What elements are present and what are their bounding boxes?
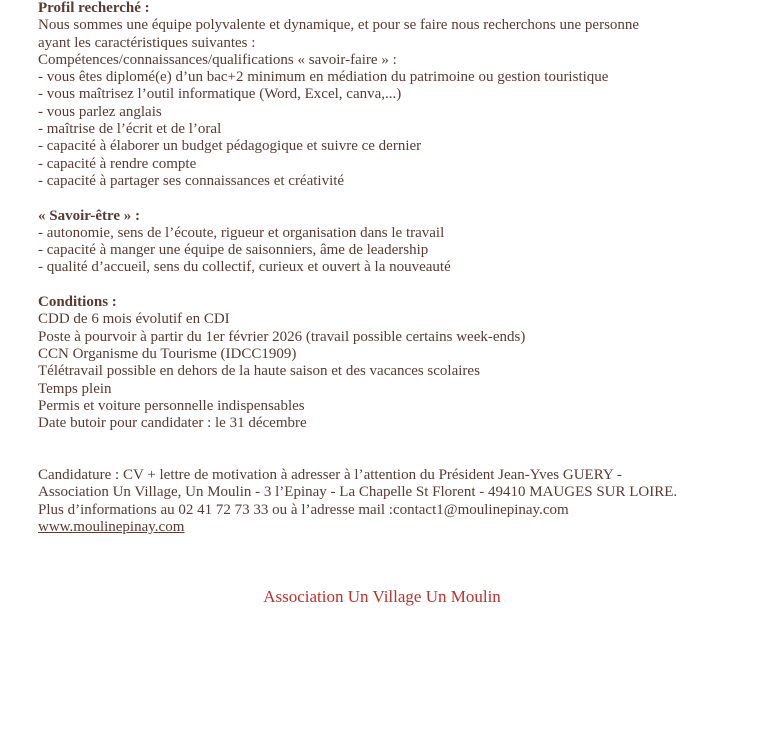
savoir-etre-item: - qualité d’accueil, sens du collectif, curieux et ouvert à la nouveauté bbox=[38, 259, 451, 276]
conditions-heading: Conditions : bbox=[38, 294, 117, 311]
conditions-item: Temps plein bbox=[38, 380, 112, 397]
conditions-item: Permis et voiture personnelle indispensables bbox=[38, 397, 305, 414]
conditions-item: CCN Organisme du Tourisme (IDCC1909) bbox=[38, 345, 297, 362]
savoir-etre-heading: « Savoir-être » : bbox=[38, 207, 141, 224]
candidature-line: Association Un Village, Un Moulin - 3 l’Epinay - La Chapelle St Florent - 49410 MAUGES SUR LOIRE. bbox=[38, 484, 678, 501]
profil-item: - vous êtes diplomé(e) d’un bac+2 minimum en médiation du patrimoine ou gestion touristique bbox=[38, 69, 609, 86]
profil-intro-line: Nous sommes une équipe polyvalente et dynamique, et pour se faire nous recherchons une personne bbox=[38, 17, 640, 34]
conditions-item: Télétravail possible en dehors de la haute saison et des vacances scolaires bbox=[38, 363, 480, 380]
spacer bbox=[38, 190, 738, 207]
savoir-etre-item: - autonomie, sens de l’écoute, rigueur et organisation dans le travail bbox=[38, 224, 445, 241]
profil-item: - vous maîtrisez l’outil informatique (Word, Excel, canva,...) bbox=[38, 86, 402, 103]
profil-item: - capacité à partager ses connaissances et créativité bbox=[38, 172, 345, 189]
website-link[interactable]: www.moulinepinay.com bbox=[38, 518, 185, 535]
spacer bbox=[38, 277, 738, 294]
spacer bbox=[38, 432, 738, 467]
conditions-item: CDD de 6 mois évolutif en CDI bbox=[38, 311, 230, 328]
profil-intro-line: Compétences/connaissances/qualifications « savoir-faire » : bbox=[38, 51, 397, 68]
savoir-etre-item: - capacité à manger une équipe de saisonniers, âme de leadership bbox=[38, 242, 429, 259]
profil-heading: Profil recherché : bbox=[38, 0, 150, 16]
conditions-item: Poste à pourvoir à partir du 1er février 2026 (travail possible certains week-ends) bbox=[38, 328, 526, 345]
candidature-line: Plus d’informations au 02 41 72 73 33 ou à l’adresse mail :contact1@moulinepinay.com bbox=[38, 501, 569, 518]
association-name-footer: Association Un Village Un Moulin bbox=[263, 587, 501, 606]
conditions-item: Date butoir pour candidater : le 31 décembre bbox=[38, 415, 307, 432]
profil-item: - vous parlez anglais bbox=[38, 103, 162, 120]
profil-item: - capacité à rendre compte bbox=[38, 155, 197, 172]
candidature-line: Candidature : CV + lettre de motivation à adresser à l’attention du Président Jean-Yves GUERY - bbox=[38, 467, 622, 484]
profil-item: - capacité à élaborer un budget pédagogique et suivre ce dernier bbox=[38, 138, 422, 155]
job-posting-document bbox=[38, 0, 738, 536]
profil-item: - maîtrise de l’écrit et de l’oral bbox=[38, 121, 222, 138]
profil-intro-line: ayant les caractéristiques suivantes : bbox=[38, 34, 256, 51]
